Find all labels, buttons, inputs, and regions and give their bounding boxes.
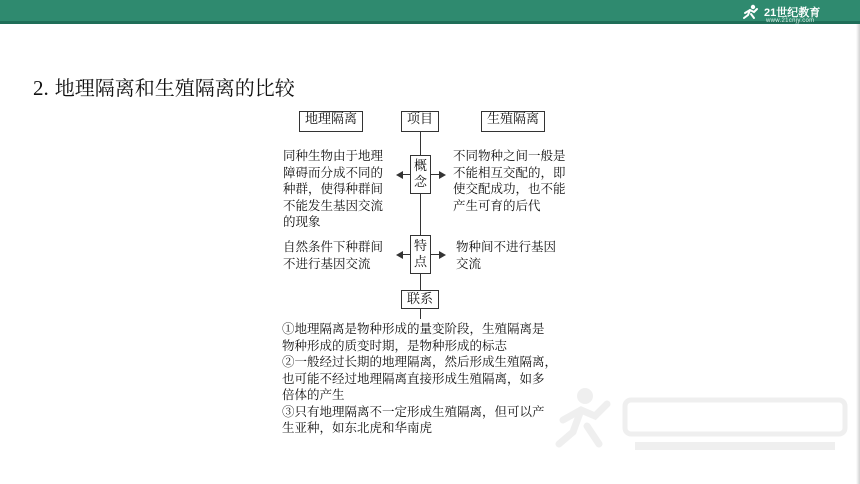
logo-text: 21世纪教育: [764, 7, 821, 19]
text-line: 物种形成的质变时期，是物种形成的标志: [282, 337, 508, 353]
text-line: 产生可育的后代: [453, 197, 541, 213]
text-line: 使交配成功，也不能: [453, 181, 566, 196]
connector-line: [420, 132, 421, 155]
center-header-label: 项目: [406, 112, 433, 127]
header-stripe: [0, 21, 860, 24]
reproductive-isolation-feature: [456, 239, 556, 272]
brand-watermark-icon: [555, 380, 855, 460]
text-line: 不同物种之间一般是: [453, 148, 566, 163]
header-bar: [0, 0, 860, 24]
feature-label-box: [410, 235, 431, 274]
text-line: 交流: [456, 255, 482, 271]
text-line: 同种生物由于地理: [283, 148, 384, 163]
text-line: 种群，使得种群间: [283, 181, 384, 196]
runner-logo-icon: [742, 4, 760, 20]
text-line: 不能发生基因交流: [283, 197, 384, 213]
text-line: 物种间不进行基因: [456, 239, 557, 254]
feature-char: 特: [413, 238, 427, 254]
feature-char: 点: [413, 254, 427, 270]
text-line: 自然条件下种群间: [283, 239, 384, 254]
connector-line: [420, 309, 421, 319]
text-line: ③只有地理隔离不一定形成生殖隔离，但可以产: [282, 403, 545, 419]
geographic-isolation-concept: [283, 148, 383, 231]
right-header-label: 生殖隔离: [486, 112, 539, 127]
text-line: 的现象: [283, 214, 321, 229]
page-title: [33, 75, 295, 101]
text-line: 不进行基因交流: [283, 255, 371, 271]
right-header-box: [481, 111, 545, 132]
section-title: 地理隔离和生殖隔离的比较: [54, 76, 295, 100]
concept-label-box: [410, 155, 431, 194]
right-arrow-icon: [439, 251, 446, 259]
text-line: 障碍而分成不同的: [283, 164, 384, 180]
relation-label: 联系: [406, 292, 433, 307]
section-number: 2.: [33, 76, 49, 100]
text-line: ①地理隔离是物种形成的量变阶段，生殖隔离是: [282, 321, 545, 336]
left-arrow-icon: [396, 251, 403, 259]
text-line: 倍体的产生: [282, 387, 345, 402]
relation-description: [282, 321, 557, 437]
text-line: ②一般经过长期的地理隔离，然后形成生殖隔离，: [282, 354, 558, 369]
left-header-label: 地理隔离: [304, 112, 357, 127]
geographic-isolation-feature: [283, 239, 383, 272]
right-arrow-icon: [439, 171, 446, 179]
arrow-shaft: [402, 254, 410, 255]
concept-char: 概: [413, 158, 427, 174]
connector-line: [420, 194, 421, 235]
relation-label-box: [401, 290, 439, 309]
center-header-box: [401, 111, 439, 132]
arrow-shaft: [402, 174, 410, 175]
concept-char: 念: [413, 174, 427, 190]
left-header-box: [299, 111, 363, 132]
text-line: 生亚种，如东北虎和华南虎: [282, 420, 433, 435]
text-line: 不能相互交配的，即: [453, 164, 566, 180]
logo-url: www.21cnjy.com: [766, 18, 815, 24]
text-line: 也可能不经过地理隔离直接形成生殖隔离，如多: [282, 370, 545, 386]
left-arrow-icon: [396, 171, 403, 179]
reproductive-isolation-concept: [453, 148, 566, 214]
connector-line: [420, 274, 421, 290]
slide-edge-shadow: [856, 24, 860, 484]
